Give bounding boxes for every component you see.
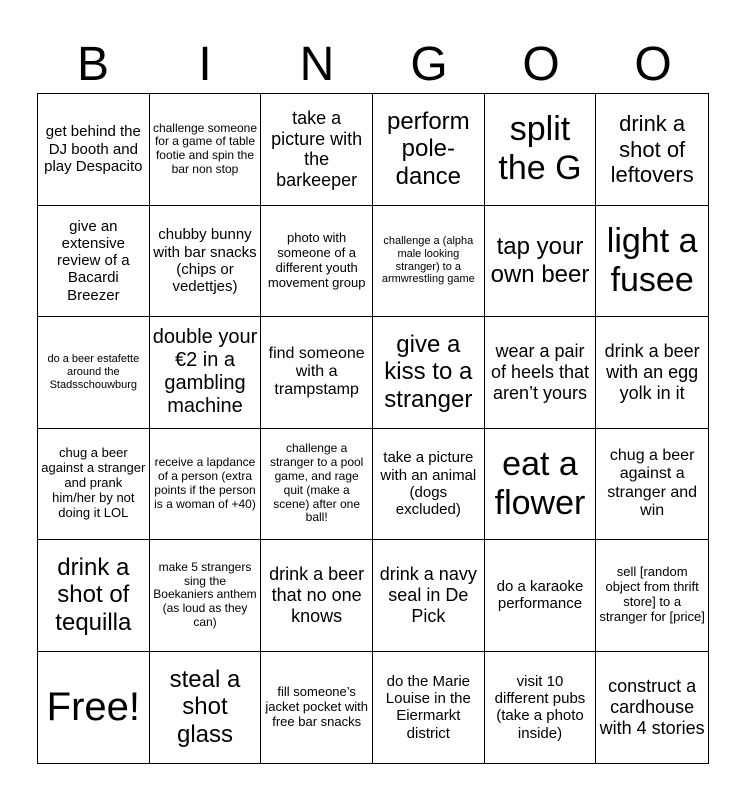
bingo-cell: fill someone’s jacket pocket with free bar snacks xyxy=(261,652,373,764)
bingo-cell: double your €2 in a gambling machine xyxy=(150,317,262,429)
bingo-cell: photo with someone of a different youth movement group xyxy=(261,206,373,318)
header-letter: O xyxy=(634,38,672,91)
bingo-cell: challenge a (alpha male looking stranger) to a armwrestling game xyxy=(373,206,485,318)
bingo-cell: split the G xyxy=(485,94,597,206)
bingo-cell: make 5 strangers sing the Boekaniers anthem (as loud as they can) xyxy=(150,540,262,652)
bingo-cell: drink a navy seal in De Pick xyxy=(373,540,485,652)
bingo-cell: sell [random object from thrift store] to a stranger for [price] xyxy=(596,540,708,652)
bingo-cell: challenge a stranger to a pool game, and rage quit (make a scene) after one ball! xyxy=(261,429,373,541)
header-letter: B xyxy=(76,38,109,91)
bingo-cell: tap your own beer xyxy=(485,206,597,318)
bingo-cell: give a kiss to a stranger xyxy=(373,317,485,429)
bingo-cell: take a picture with an animal (dogs excluded) xyxy=(373,429,485,541)
bingo-cell: do a beer estafette around the Stadsschouwburg xyxy=(38,317,150,429)
bingo-cell: give an extensive review of a Bacardi Breezer xyxy=(38,206,150,318)
header-letter: N xyxy=(299,38,335,91)
bingo-cell: find someone with a trampstamp xyxy=(261,317,373,429)
bingo-cell: wear a pair of heels that aren’t yours xyxy=(485,317,597,429)
bingo-cell: do the Marie Louise in the Eiermarkt district xyxy=(373,652,485,764)
bingo-cell: chug a beer against a stranger and win xyxy=(596,429,708,541)
bingo-cell: eat a flower xyxy=(485,429,597,541)
bingo-cell: chubby bunny with bar snacks (chips or vedettjes) xyxy=(150,206,262,318)
bingo-cell: construct a cardhouse with 4 stories xyxy=(599,676,705,738)
bingo-cell-free: Free! xyxy=(38,652,150,764)
bingo-cell: steal a shot glass xyxy=(150,652,262,764)
bingo-cell: do a karaoke performance xyxy=(485,540,597,652)
bingo-cell: drink a shot of leftovers xyxy=(596,94,708,206)
header-letter: I xyxy=(198,38,212,91)
bingo-cell: drink a beer that no one knows xyxy=(261,540,373,652)
bingo-cell: receive a lapdance of a person (extra points if the person is a woman of +40) xyxy=(150,429,262,541)
bingo-cell: drink a beer with an egg yolk in it xyxy=(596,317,708,429)
bingo-cell: take a picture with the barkeeper xyxy=(261,94,373,206)
bingo-cell: drink a shot of tequilla xyxy=(38,540,150,652)
bingo-grid xyxy=(37,93,709,764)
bingo-cell: light a fusee xyxy=(596,206,708,318)
bingo-header xyxy=(37,38,709,92)
header-letter: G xyxy=(410,38,448,91)
bingo-cell: chug a beer against a stranger and prank him/her by not doing it LOL xyxy=(38,429,150,541)
bingo-cell: perform pole-dance xyxy=(373,94,485,206)
bingo-cell: get behind the DJ booth and play Despacito xyxy=(38,94,150,206)
bingo-cell: visit 10 different pubs (take a photo inside) xyxy=(485,652,597,764)
header-letter: O xyxy=(522,38,560,91)
bingo-cell: challenge someone for a game of table footie and spin the bar non stop xyxy=(150,94,262,206)
